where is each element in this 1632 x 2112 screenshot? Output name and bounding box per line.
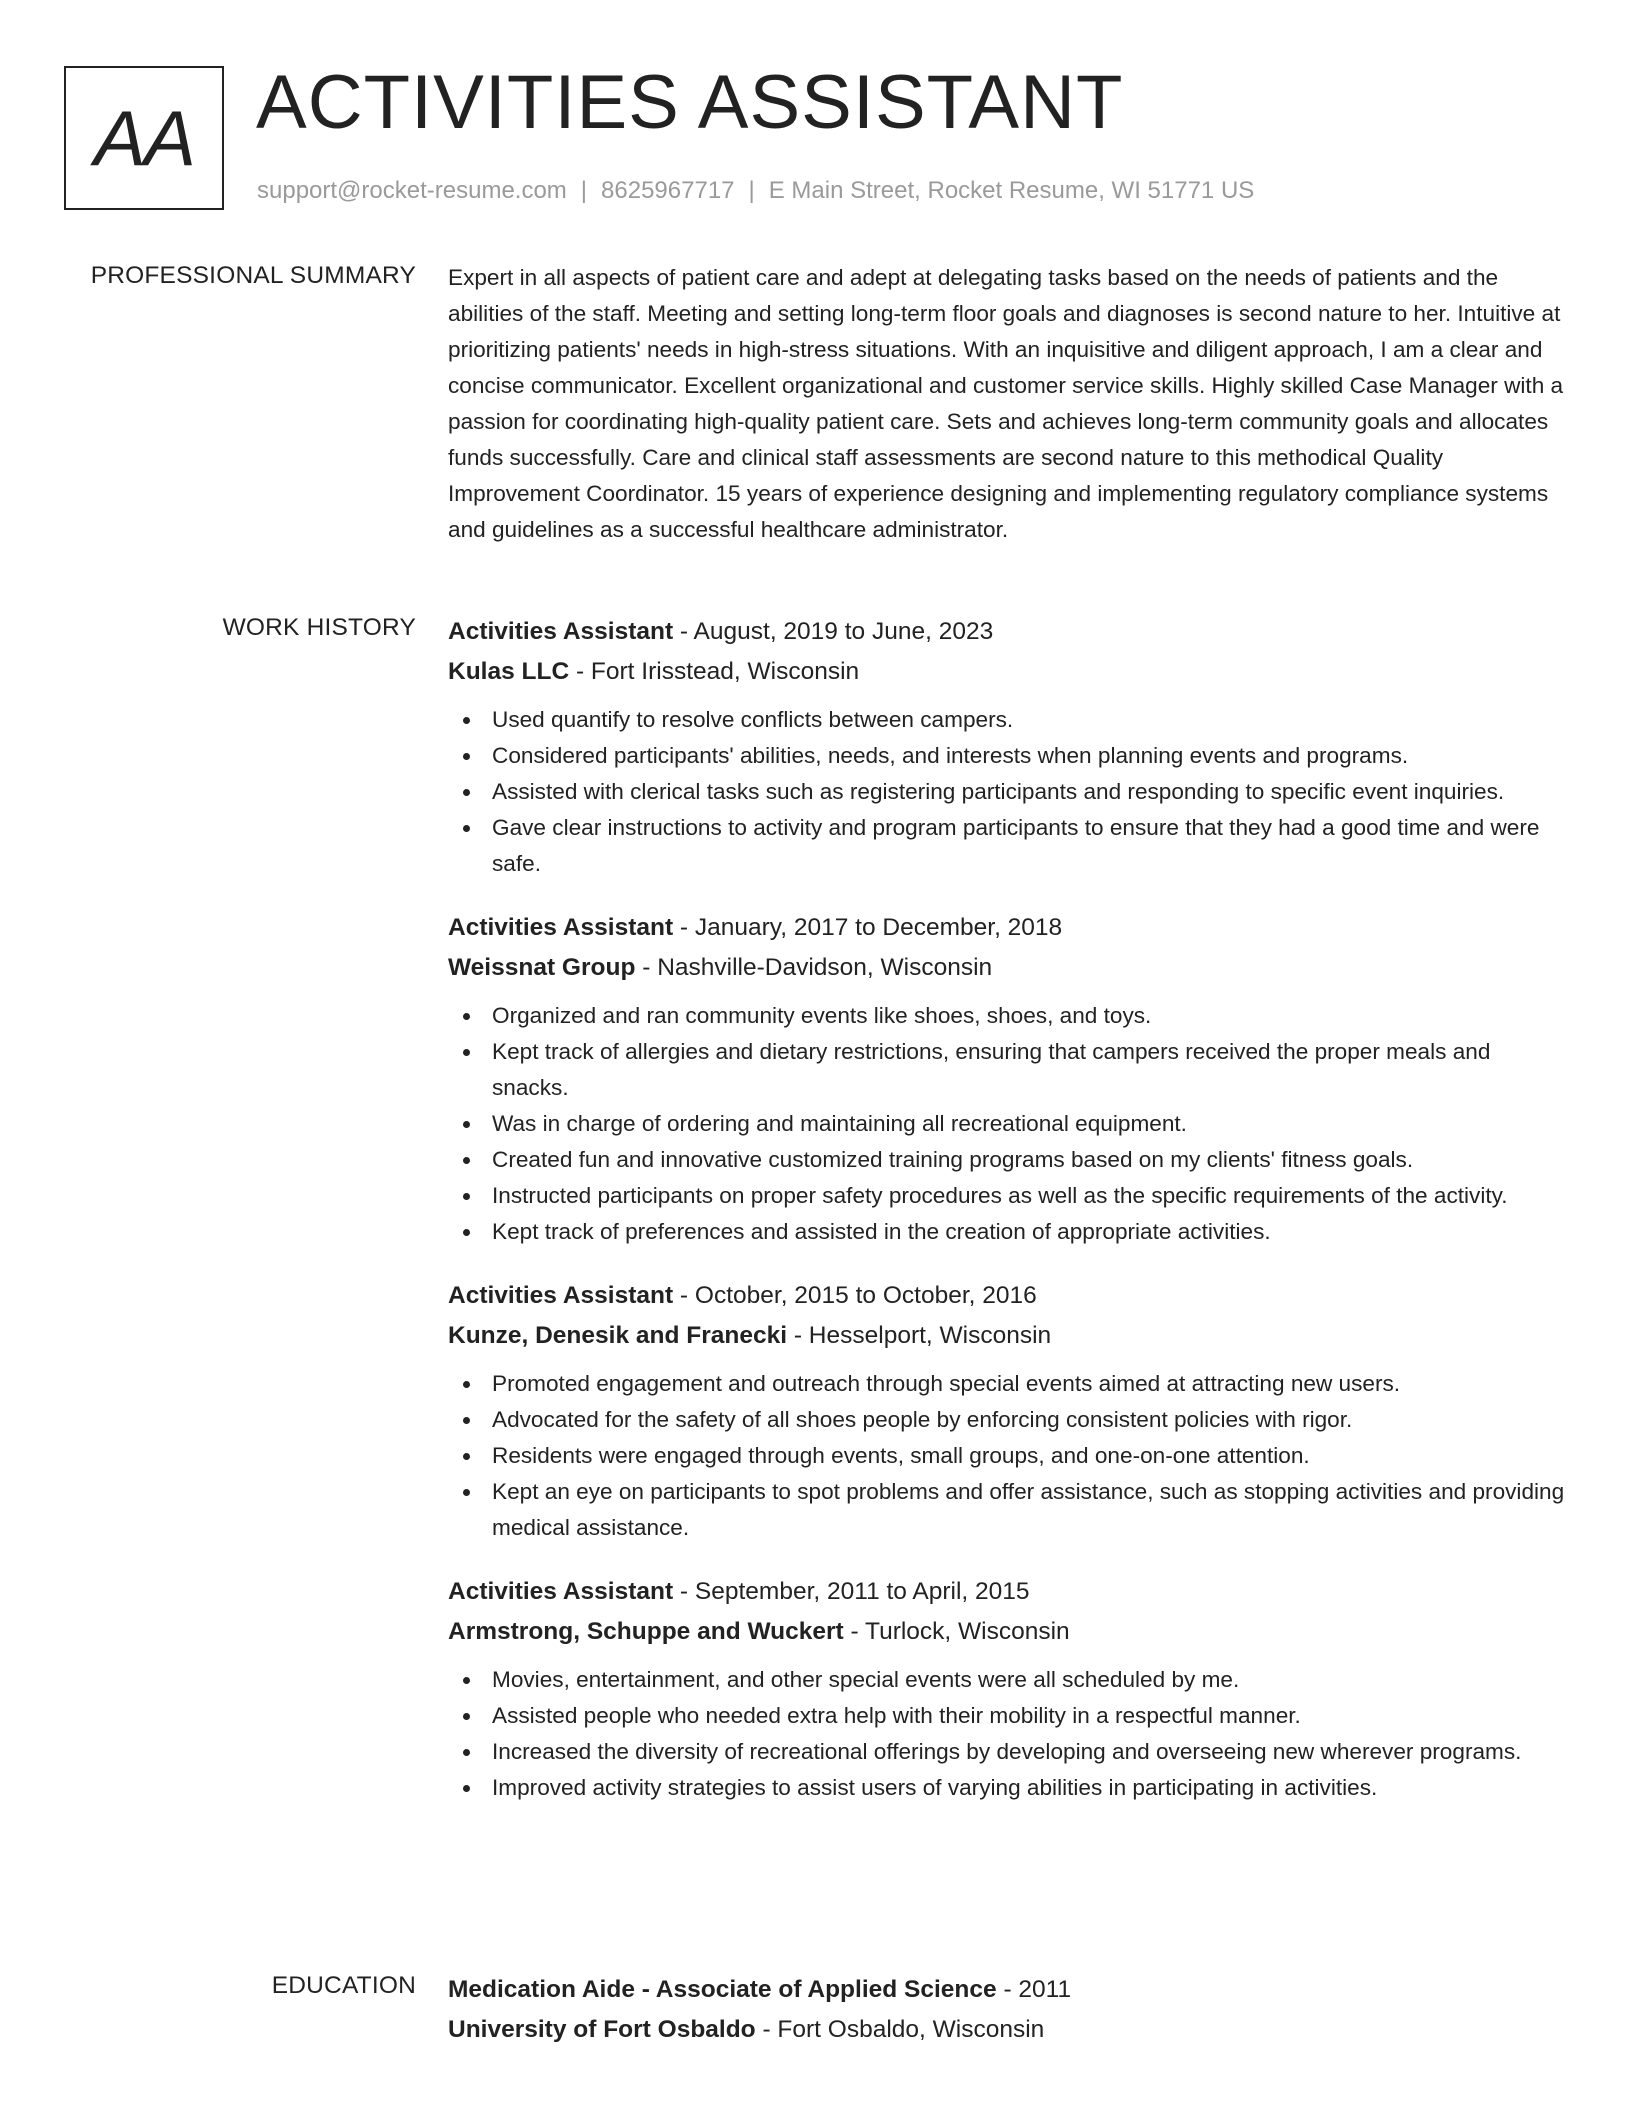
- job-bullet: Increased the diversity of recreational offerings by developing and overseeing new wherever programs.: [448, 1734, 1568, 1770]
- job-title: Activities Assistant: [448, 1578, 674, 1605]
- job-title: Activities Assistant: [448, 618, 674, 645]
- monogram-initials: AA: [93, 93, 195, 182]
- contact-separator: |: [748, 177, 755, 204]
- job-title-line: [448, 612, 1568, 652]
- job-bullet: Organized and ran community events like shoes, shoes, and toys.: [448, 998, 1568, 1034]
- education-school: University of Fort Osbaldo: [448, 2016, 756, 2043]
- job-entry: [448, 1276, 1568, 1546]
- job-dates: - August, 2019 to June, 2023: [673, 618, 994, 645]
- summary-heading: PROFESSIONAL SUMMARY: [90, 262, 416, 289]
- job-bullet: Assisted people who needed extra help with their mobility in a respectful manner.: [448, 1698, 1568, 1734]
- job-bullet-list: [448, 1366, 1568, 1546]
- job-bullet: Promoted engagement and outreach through special events aimed at attracting new users.: [448, 1366, 1568, 1402]
- job-dates: - October, 2015 to October, 2016: [673, 1282, 1037, 1309]
- job-company-line: [448, 1612, 1568, 1652]
- job-bullet: Assisted with clerical tasks such as registering participants and responding to specific event inquiries.: [448, 774, 1568, 810]
- job-entry: [448, 612, 1568, 882]
- job-title-line: [448, 1572, 1568, 1612]
- job-company-line: [448, 948, 1568, 988]
- job-company-line: [448, 652, 1568, 692]
- job-bullet: Kept track of preferences and assisted in the creation of appropriate activities.: [448, 1214, 1568, 1250]
- job-bullet: Gave clear instructions to activity and program participants to ensure that they had a good time and were safe.: [448, 810, 1568, 882]
- job-bullet: Was in charge of ordering and maintaining all recreational equipment.: [448, 1106, 1568, 1142]
- job-title: Activities Assistant: [448, 1282, 674, 1309]
- job-company: Kunze, Denesik and Franecki: [448, 1322, 788, 1349]
- job-company-line: [448, 1316, 1568, 1356]
- job-bullet: Movies, entertainment, and other special events were all scheduled by me.: [448, 1662, 1568, 1698]
- contact-phone[interactable]: 8625967717: [601, 177, 735, 204]
- summary-text: Expert in all aspects of patient care and adept at delegating tasks based on the needs of patients and the abilities of the staff. Meeting and setting long-term floor goals and diagnoses is second nature to her. Intuitive at prioritizing patients' needs in high-stress situations. With an inquisitive and diligent approach, I am a clear and concise communicator. Excellent organizational and customer service skills. Highly skilled Case Manager with a passion for coordinating high-quality patient care. Sets and achieves long-term community goals and allocates funds successfully. Care and clinical staff assessments are second nature to this methodical Quality Improvement Coordinator. 15 years of experience designing and implementing regulatory compliance systems and guidelines as a successful healthcare administrator.: [448, 265, 1564, 542]
- resume-title: ACTIVITIES ASSISTANT: [256, 60, 1124, 145]
- education-degree-line: [448, 1970, 1568, 2010]
- work-history-list: [448, 612, 1568, 1832]
- monogram-box: [64, 66, 224, 210]
- education-location: - Fort Osbaldo, Wisconsin: [755, 2016, 1045, 2043]
- job-company: Kulas LLC: [448, 658, 570, 685]
- job-location: - Fort Irisstead, Wisconsin: [569, 658, 860, 685]
- job-bullet: Instructed participants on proper safety procedures as well as the specific requirements of the activity.: [448, 1178, 1568, 1214]
- job-location: - Turlock, Wisconsin: [843, 1618, 1070, 1645]
- job-bullet: Kept an eye on participants to spot problems and offer assistance, such as stopping activities and providing medical assistance.: [448, 1474, 1568, 1546]
- job-bullet-list: [448, 702, 1568, 882]
- job-title-line: [448, 1276, 1568, 1316]
- job-location: - Nashville-Davidson, Wisconsin: [635, 954, 993, 981]
- education-school-line: [448, 2010, 1568, 2050]
- education-entry: [448, 1970, 1568, 2050]
- job-bullet: Kept track of allergies and dietary restrictions, ensuring that campers received the proper meals and snacks.: [448, 1034, 1568, 1106]
- job-title-line: [448, 908, 1568, 948]
- contact-line: [257, 176, 1254, 206]
- education-degree: Medication Aide - Associate of Applied Science: [448, 1976, 997, 2003]
- education-year: - 2011: [996, 1976, 1072, 2003]
- job-bullet: Created fun and innovative customized training programs based on my clients' fitness goals.: [448, 1142, 1568, 1178]
- contact-separator: |: [580, 177, 588, 204]
- job-company: Armstrong, Schuppe and Wuckert: [448, 1618, 844, 1645]
- education-list: [448, 1970, 1568, 2076]
- job-bullet: Advocated for the safety of all shoes people by enforcing consistent policies with rigor.: [448, 1402, 1568, 1438]
- job-bullet: Used quantify to resolve conflicts between campers.: [448, 702, 1568, 738]
- contact-address: E Main Street, Rocket Resume, WI 51771 US: [768, 177, 1255, 204]
- job-entry: [448, 908, 1568, 1250]
- job-bullet: Considered participants' abilities, needs, and interests when planning events and programs.: [448, 738, 1568, 774]
- job-title: Activities Assistant: [448, 914, 674, 941]
- job-company: Weissnat Group: [448, 954, 636, 981]
- job-bullet-list: [448, 998, 1568, 1250]
- contact-email[interactable]: support@rocket-resume.com: [257, 177, 567, 204]
- job-bullet-list: [448, 1662, 1568, 1806]
- job-location: - Hesselport, Wisconsin: [787, 1322, 1052, 1349]
- work-history-heading: WORK HISTORY: [222, 614, 416, 641]
- education-heading: EDUCATION: [271, 1972, 416, 1999]
- job-bullet: Improved activity strategies to assist users of varying abilities in participating in activities.: [448, 1770, 1568, 1806]
- job-entry: [448, 1572, 1568, 1806]
- job-bullet: Residents were engaged through events, small groups, and one-on-one attention.: [448, 1438, 1568, 1474]
- job-dates: - September, 2011 to April, 2015: [673, 1578, 1030, 1605]
- job-dates: - January, 2017 to December, 2018: [673, 914, 1063, 941]
